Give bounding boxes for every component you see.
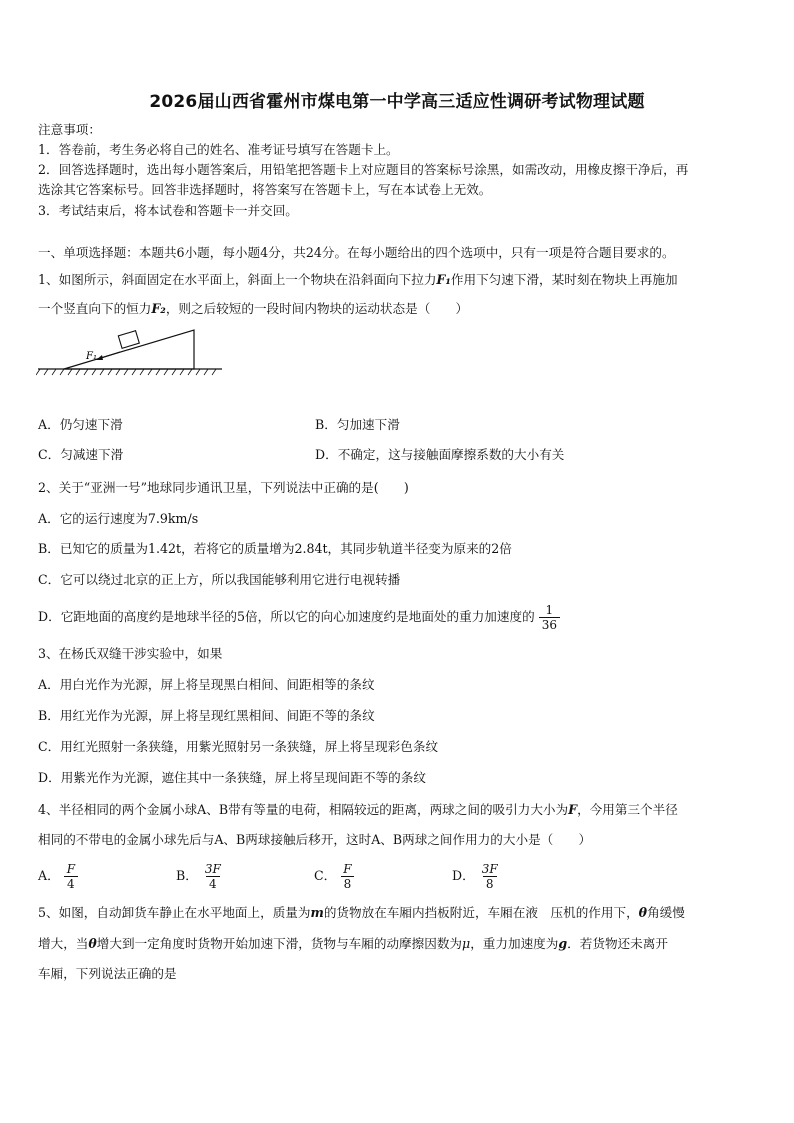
q1-text-b: 作用下匀速下滑，某时刻在物块上再施加 bbox=[450, 272, 678, 287]
notice-item-2-cont: 选涂其它答案标号。回答非选择题时，将答案写在答题卡上，写在本试卷上无效。 bbox=[38, 182, 492, 197]
q1-option-b: B．匀加速下滑 bbox=[315, 417, 400, 432]
force-arrowhead bbox=[96, 355, 103, 360]
q4-option-c bbox=[314, 856, 355, 896]
q4-option-d-den: 8 bbox=[483, 876, 497, 891]
q4-option-c-frac bbox=[340, 862, 354, 891]
q3-stem: 3、在杨氏双缝干涉实验中，如果 bbox=[38, 646, 223, 661]
q4-option-a-frac bbox=[64, 862, 78, 891]
incline-figure bbox=[36, 326, 226, 384]
force-label: F₁ bbox=[86, 351, 97, 362]
q4-var-f: F bbox=[568, 802, 578, 817]
q1-stem-line1 bbox=[38, 271, 758, 289]
q2-option-a: A．它的运行速度为7.9km/s bbox=[38, 511, 199, 526]
q4-text-b: ，今用第三个半径 bbox=[577, 802, 678, 817]
q4-option-c-label: C． bbox=[314, 868, 337, 883]
q3-option-b: B．用红光作为光源，屏上将呈现红黑相间、间距不等的条纹 bbox=[38, 708, 375, 723]
q4-option-a-label: A． bbox=[38, 868, 60, 883]
q1-var-f1: F₁ bbox=[436, 272, 451, 287]
q5-text-c: 角缓慢 bbox=[647, 905, 685, 920]
q5-stem-line1 bbox=[38, 904, 758, 922]
q3-option-c: C．用红光照射一条狭缝，用紫光照射另一条狭缝，屏上将呈现彩色条纹 bbox=[38, 739, 439, 754]
q2-frac-den: 36 bbox=[539, 617, 560, 632]
q5-text-b: 的货物放在车厢内挡板附近，车厢在液 压机的作用下， bbox=[323, 905, 639, 920]
q5-var-theta: θ bbox=[638, 905, 648, 920]
q2-option-c: C．它可以绕过北京的正上方，所以我国能够利用它进行电视转播 bbox=[38, 572, 401, 587]
q3-option-a: A．用白光作为光源，屏上将呈现黑白相间、间距相等的条纹 bbox=[38, 677, 375, 692]
q1-text-d: ，则之后较短的一段时间内物块的运动状态是（ ） bbox=[165, 301, 469, 316]
q3-option-d: D．用紫光作为光源，遮住其中一条狭缝，屏上将呈现间距不等的条纹 bbox=[38, 770, 426, 785]
notice-item-1: 1．答卷前，考生务必将自己的姓名、准考证号填写在答题卡上。 bbox=[38, 142, 399, 157]
q5-var-g: g bbox=[558, 936, 568, 951]
q4-option-d bbox=[452, 856, 501, 896]
q2-option-d bbox=[38, 600, 758, 634]
q4-option-b-num: 3F bbox=[204, 862, 221, 876]
q5-var-mu: μ bbox=[462, 936, 471, 951]
q2-option-b: B．已知它的质量为1.42t，若将它的质量增为2.84t，其同步轨道半径变为原来的2倍 bbox=[38, 541, 512, 556]
q1-text-a: 1、如图所示，斜面固定在水平面上，斜面上一个物块在沿斜面向下拉力 bbox=[38, 272, 437, 287]
q5-var-theta-2: θ bbox=[88, 936, 97, 951]
q4-option-b-frac bbox=[202, 862, 224, 891]
q1-option-c: C．匀减速下滑 bbox=[38, 447, 124, 462]
q4-stem-line1 bbox=[38, 801, 758, 819]
notice-item-3: 3．考试结束后，将本试卷和答题卡一并交回。 bbox=[38, 203, 298, 218]
exam-title: 2026届山西省霍州市煤电第一中学高三适应性调研考试物理试题 bbox=[149, 92, 645, 112]
q4-option-c-den: 8 bbox=[341, 876, 355, 891]
q1-option-d: D．不确定，这与接触面摩擦系数的大小有关 bbox=[315, 447, 565, 462]
q5-stem-line2 bbox=[38, 935, 758, 953]
q5-text-g: ．若货物还未离开 bbox=[567, 936, 668, 951]
q1-option-a: A．仍匀速下滑 bbox=[38, 417, 123, 432]
q4-option-d-num: 3F bbox=[481, 862, 498, 876]
section-heading: 一、单项选择题：本题共6小题，每小题4分，共24分。在每小题给出的四个选项中，只有一项是符合题目要求的。 bbox=[38, 245, 675, 260]
q4-option-b-den: 4 bbox=[206, 876, 220, 891]
q4-option-b-label: B． bbox=[176, 868, 198, 883]
q1-var-f2: F₂ bbox=[151, 301, 166, 316]
q4-option-d-label: D． bbox=[452, 868, 475, 883]
q4-option-b bbox=[176, 856, 224, 896]
q5-stem-line3: 车厢，下列说法正确的是 bbox=[38, 966, 177, 981]
q2-stem: 2、关于“亚洲一号”地球同步通讯卫星，下列说法中正确的是( ) bbox=[38, 480, 409, 495]
q5-var-m: m bbox=[310, 905, 324, 920]
ground-hatching bbox=[36, 369, 216, 375]
q1-text-c: 一个竖直向下的恒力 bbox=[38, 301, 152, 316]
q4-stem-line2: 相同的不带电的金属小球先后与A、B两球接触后移开，这时A、B两球之间作用力的大小是（ ） bbox=[38, 832, 592, 847]
q2-fraction bbox=[539, 603, 560, 632]
q5-text-e: 增大到一定角度时货物开始加速下滑，货物与车厢的动摩擦因数为 bbox=[96, 936, 462, 951]
notice-heading: 注意事项： bbox=[38, 122, 101, 137]
q4-option-d-frac bbox=[479, 862, 501, 891]
q2-option-d-text: D．它距地面的高度约是地球半径的5倍，所以它的向心加速度约是地面处的重力加速度的 bbox=[38, 609, 535, 624]
q4-option-a-num: F bbox=[66, 862, 76, 876]
q4-option-a bbox=[38, 856, 78, 896]
q5-text-a: 5、如图，自动卸货车静止在水平地面上，质量为 bbox=[38, 905, 311, 920]
q4-option-a-den: 4 bbox=[64, 876, 78, 891]
notice-item-2: 2．回答选择题时，选出每小题答案后，用铅笔把答题卡上对应题目的答案标号涂黑，如需改动，用橡皮擦干净后，再 bbox=[38, 162, 689, 177]
q5-text-f: ，重力加速度为 bbox=[470, 936, 559, 951]
block bbox=[118, 331, 139, 349]
q4-text-a: 4、半径相同的两个金属小球A、B带有等量的电荷，相隔较远的距离，两球之间的吸引力大小为 bbox=[38, 802, 569, 817]
q2-frac-num: 1 bbox=[545, 603, 554, 617]
q4-option-c-num: F bbox=[343, 862, 352, 876]
q1-stem-line2 bbox=[38, 300, 758, 318]
q5-text-d: 增大，当 bbox=[38, 936, 89, 951]
